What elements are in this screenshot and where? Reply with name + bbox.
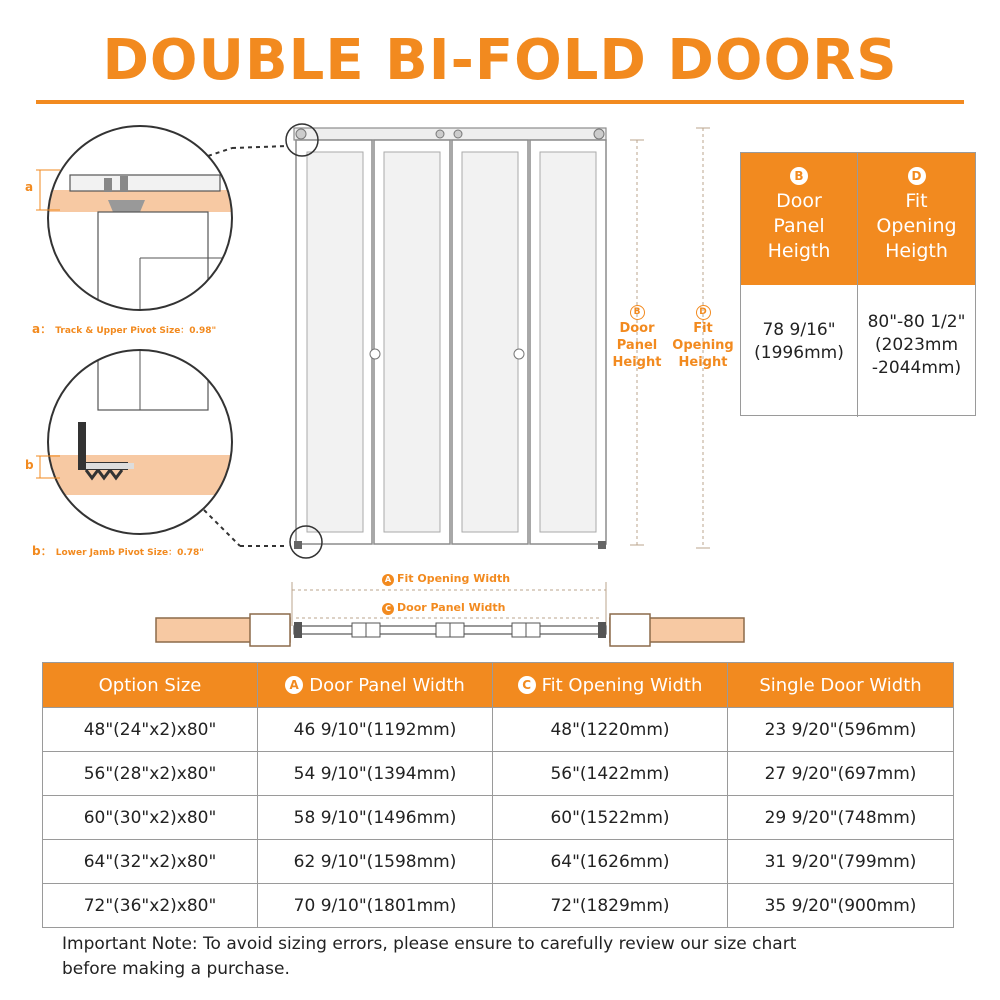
note-line-1: Important Note: To avoid sizing errors, please ensure to carefully review our size chart [62,934,797,954]
header-fit-opening-width-text: Fit Opening Width [541,674,703,696]
table-header-row [43,663,954,708]
fit-opening-width-label [382,572,510,586]
table-cell: 62 9/10"(1598mm) [258,840,493,884]
table-cell: 56"(28"x2)x80" [43,752,258,796]
table-cell: 56"(1422mm) [493,752,728,796]
spec-col1-value-1: 78 9/16" [762,320,836,340]
table-cell: 70 9/10"(1801mm) [258,884,493,928]
table-cell: 48"(24"x2)x80" [43,708,258,752]
header-option-size [43,663,258,708]
spec-value-door-panel [741,285,857,417]
header-fit-opening-width [493,663,728,708]
table-cell: 31 9/20"(799mm) [728,840,954,884]
height-spec-table [740,152,976,416]
c-marker: C [382,603,394,615]
spec-col2-value-3: -2044mm) [871,358,962,378]
table-cell: 54 9/10"(1394mm) [258,752,493,796]
d-marker: D [696,305,711,320]
b-label-line1: Door [619,321,655,336]
b-marker: B [630,305,645,320]
header-door-panel-width [258,663,493,708]
b-label-line2: Panel [616,338,658,353]
header-door-panel-width-text: Door Panel Width [309,674,465,696]
spec-col2-value-1: 80"-80 1/2" [867,312,966,332]
table-cell: 72"(1829mm) [493,884,728,928]
size-chart-table [42,662,954,928]
d-label-line2: Opening [672,338,734,353]
table-row [43,796,954,840]
spec-divider [857,153,858,417]
a-caption-text: Track & Upper Pivot Size：0.98" [55,326,217,336]
header-single-door-width-text: Single Door Width [759,674,922,696]
spec-col2-header-2: Opening [876,215,957,237]
a-marker: A [382,574,394,586]
table-cell: 60"(30"x2)x80" [43,796,258,840]
a-dimension-letter: a [25,180,34,194]
b-caption-letter: b： [32,544,53,558]
door-panel-height-label [608,302,666,371]
table-cell: 46 9/10"(1192mm) [258,708,493,752]
note-line-2: before making a purchase. [62,959,290,979]
d-label-line3: Height [678,355,728,370]
important-note [62,932,962,982]
d-label-line1: Fit [693,321,713,336]
table-row [43,752,954,796]
header-a-marker: A [285,676,303,694]
a-caption-letter: a： [32,322,53,336]
table-row [43,708,954,752]
spec-header-fit-opening [858,153,975,285]
spec-col2-value-2: (2023mm [874,335,959,355]
table-cell: 58 9/10"(1496mm) [258,796,493,840]
spec-header-door-panel [741,153,857,285]
spec-col2-header-1: Fit [905,190,928,212]
table-cell: 48"(1220mm) [493,708,728,752]
spec-col2-header-3: Heigth [885,240,948,262]
door-panel-width-label [382,601,505,615]
table-row [43,884,954,928]
fit-opening-height-label [670,302,736,371]
header-single-door-width [728,663,954,708]
table-cell: 29 9/20"(748mm) [728,796,954,840]
table-cell: 64"(32"x2)x80" [43,840,258,884]
header-option-size-text: Option Size [98,674,202,696]
table-cell: 72"(36"x2)x80" [43,884,258,928]
spec-b-marker: B [790,167,808,185]
table-cell: 64"(1626mm) [493,840,728,884]
b-label-line3: Height [612,355,662,370]
table-cell: 35 9/20"(900mm) [728,884,954,928]
a-label-text: Fit Opening Width [397,572,511,585]
b-caption-text: Lower Jamb Pivot Size：0.78" [55,548,204,558]
spec-col1-header-2: Panel [773,215,825,237]
b-dimension-letter: b [25,458,34,472]
header-c-marker: C [518,676,536,694]
table-cell: 27 9/20"(697mm) [728,752,954,796]
spec-d-marker: D [908,167,926,185]
table-cell: 23 9/20"(596mm) [728,708,954,752]
spec-value-fit-opening [858,285,975,417]
spec-col1-header-1: Door [776,190,822,212]
spec-col1-value-2: (1996mm) [754,343,844,363]
c-label-text: Door Panel Width [397,601,506,614]
table-row [43,840,954,884]
page-title: DOUBLE BI-FOLD DOORS [102,28,898,93]
table-cell: 60"(1522mm) [493,796,728,840]
spec-col1-header-3: Heigth [767,240,831,262]
